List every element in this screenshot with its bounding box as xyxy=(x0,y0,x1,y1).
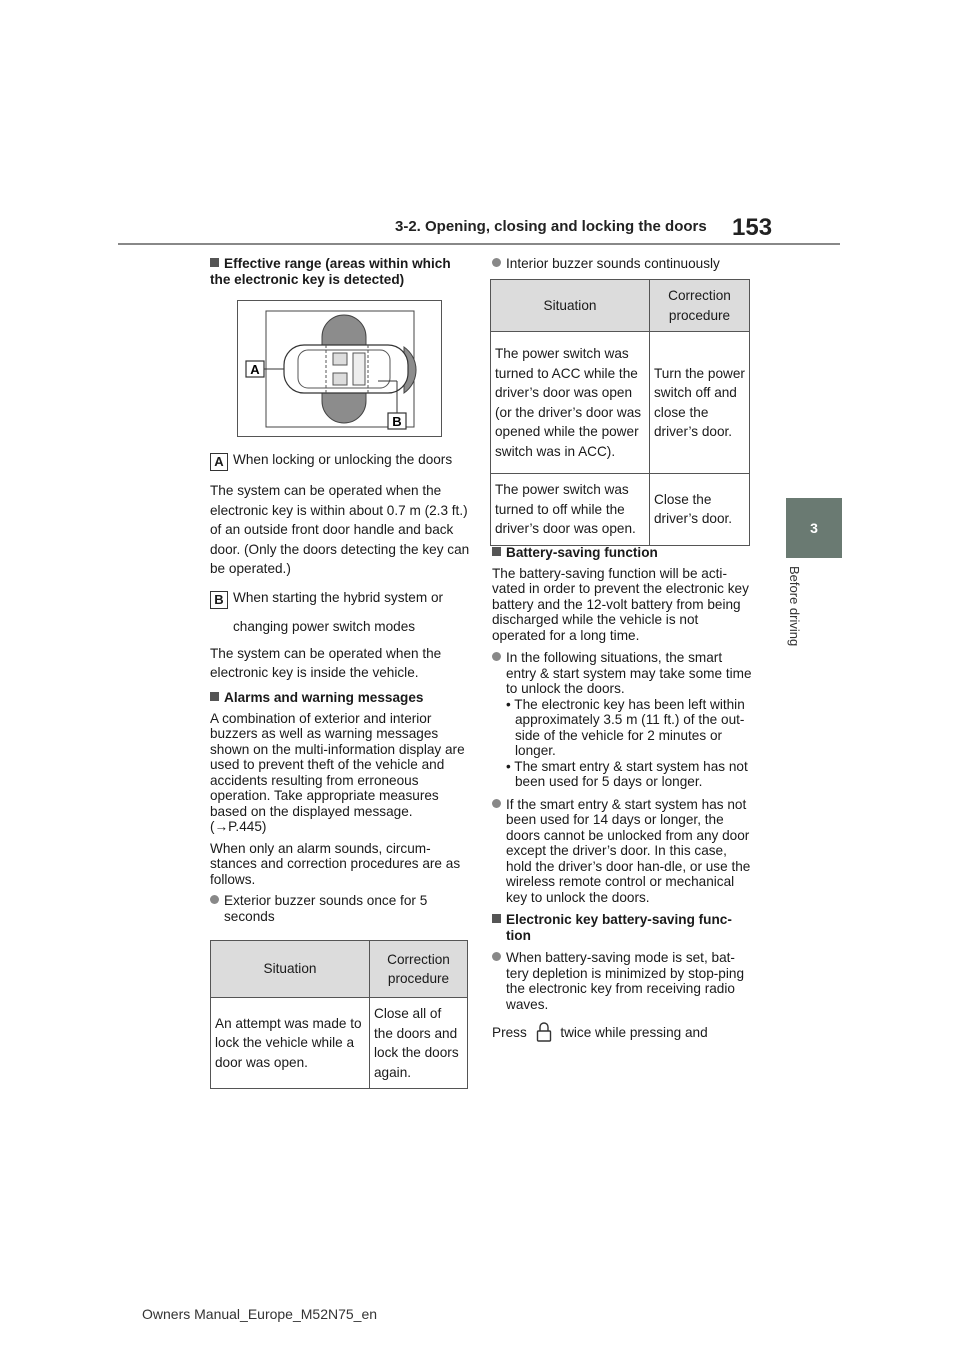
item-b-title-2: changing power switch modes xyxy=(233,619,416,634)
circle-bullet-icon xyxy=(492,952,501,961)
item-b-body: The system can be operated when the electronic key is inside the vehicle. xyxy=(210,645,442,681)
square-bullet-icon xyxy=(210,692,219,701)
alarms-body: A combination of exterior and interior buzzers as well as warning messages shown on the multi-information display are used to prevent theft of the vehicle and accidents resulting from erroneous operation. Take appropriate measures based on the displayed message. xyxy=(210,710,465,819)
circle-bullet-icon xyxy=(492,799,501,808)
square-bullet-icon xyxy=(492,914,501,923)
item-a-title: When locking or unlocking the doors xyxy=(233,452,453,467)
square-bullet-icon xyxy=(210,258,219,267)
alarms-heading: Alarms and warning messages xyxy=(224,690,424,705)
table-header-correction: Correction procedure xyxy=(370,941,468,998)
table-row xyxy=(491,474,750,546)
label-b-badge: B xyxy=(210,591,228,609)
circle-bullet-icon xyxy=(492,258,501,267)
table-cell: Close all of the doors and lock the doors again. xyxy=(370,998,468,1089)
header-divider xyxy=(118,243,840,245)
label-a: A xyxy=(250,362,260,377)
chapter-tab: 3 xyxy=(786,498,842,558)
table-row xyxy=(211,998,468,1089)
press-text-after: twice while pressing and xyxy=(560,1025,708,1040)
alarms-body-2: When only an alarm sounds, circum-stances and correction procedures are as follows. xyxy=(210,840,461,887)
car-diagram-svg xyxy=(238,301,441,436)
alarms-page-ref: (→P.445) xyxy=(210,819,267,834)
section-title: 3-2. Opening, closing and locking the doors xyxy=(395,218,707,235)
table-row xyxy=(491,332,750,474)
battery-heading: Battery-saving function xyxy=(506,545,658,560)
table-cell: Close the driver’s door. xyxy=(650,474,750,546)
lock-icon xyxy=(535,1021,553,1047)
battery-body: The battery-saving function will be acti-vated in order to prevent the electronic key battery and the 12-volt battery from being discharged while the vehicle is not operated for a long time. xyxy=(492,565,749,643)
table-header-situation: Situation xyxy=(211,941,370,998)
item-b-block xyxy=(210,588,472,683)
footer-text: Owners Manual_Europe_M52N75_en xyxy=(142,1306,378,1322)
table-header-correction: Correction procedure xyxy=(650,280,750,332)
sub-bullet-not-used: • The smart entry & start system has not been used for 5 days or longer. xyxy=(506,758,748,789)
bullet-battery-mode: When battery-saving mode is set, bat-tery depletion is minimized by stop-ping the electronic key from receiving radio waves. xyxy=(506,950,745,1012)
effective-range-heading xyxy=(210,256,468,287)
ekey-heading: Electronic key battery-saving func-tion xyxy=(506,912,732,943)
circle-bullet-icon xyxy=(210,895,219,904)
bullet-14-days: If the smart entry & start system has not been used for 14 days or longer, the doors cannot be unlocked from any door except the driver’s door. In this case, hold the driver’s door han-dle, or use the wireless remote control or mechanical key to unlock the doors. xyxy=(506,796,751,905)
alarms-block xyxy=(210,690,472,924)
chapter-label xyxy=(786,566,808,662)
interior-buzzer-bullet xyxy=(492,256,754,272)
label-b: B xyxy=(392,414,402,429)
label-a-badge: A xyxy=(210,453,228,471)
table-cell: An attempt was made to lock the vehicle while a door was open. xyxy=(211,998,370,1089)
table-cell: The power switch was turned to ACC while the driver’s door was open (or the driver’s door was opened while the power switch was in ACC). xyxy=(491,332,650,474)
car-body xyxy=(284,345,408,393)
press-text-before: Press xyxy=(492,1025,527,1040)
chapter-label-text: Before driving xyxy=(787,566,802,647)
item-a-block xyxy=(210,450,472,579)
battery-saving-block xyxy=(492,545,752,1047)
item-a-body: The system can be operated when the electronic key is within about 0.7 m (2.3 ft.) of an outside front door handle and back door. (Only the doors detecting the key can be operated.) xyxy=(210,483,470,577)
circle-bullet-icon xyxy=(492,652,501,661)
sub-bullet-key-left: • The electronic key has been left within approximately 3.5 m (11 ft.) of the out-side of the vehicle for 2 minutes or longer. xyxy=(506,696,745,758)
interior-buzzer-table xyxy=(490,279,750,546)
table-header-situation: Situation xyxy=(491,280,650,332)
exterior-buzzer-table xyxy=(210,940,468,1089)
key-range-diagram xyxy=(237,300,442,437)
item-b-title-1: When starting the hybrid system or xyxy=(233,590,444,605)
interior-buzzer-text: Interior buzzer sounds continuously xyxy=(506,256,720,271)
bullet-delay-unlock: In the following situations, the smart entry & start system may take some time to unlock the doors. xyxy=(506,650,752,696)
square-bullet-icon xyxy=(492,547,501,556)
page-number: 153 xyxy=(732,214,773,241)
heading-text: Effective range (areas within which the electronic key is detected) xyxy=(210,256,451,287)
table-cell: The power switch was turned to off while the driver’s door was open. xyxy=(491,474,650,546)
exterior-buzzer-bullet: Exterior buzzer sounds once for 5 seconds xyxy=(224,893,428,924)
table-cell: Turn the power switch off and close the driver’s door. xyxy=(650,332,750,474)
